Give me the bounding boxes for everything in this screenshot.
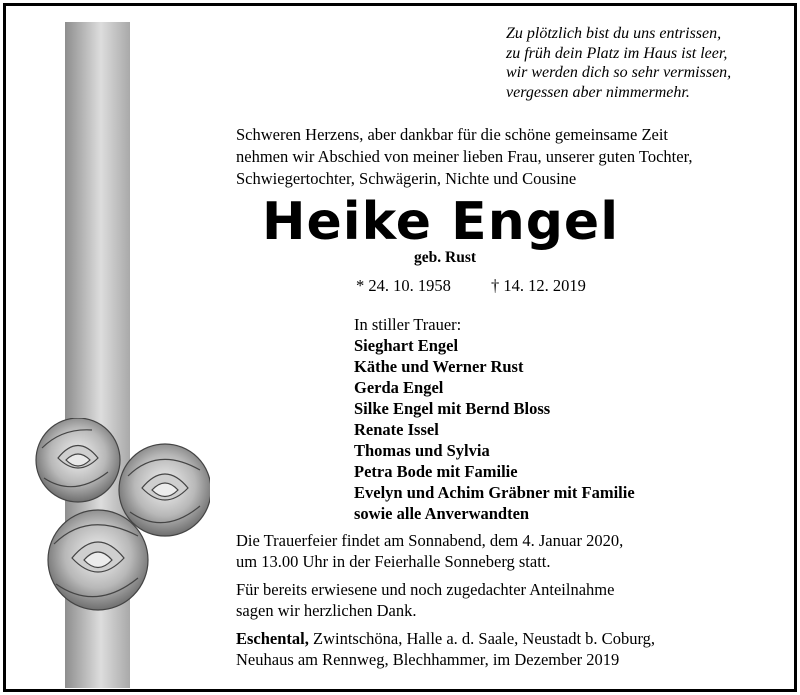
mourner-name: sowie alle Anverwandten <box>354 504 530 523</box>
life-dates <box>356 276 586 296</box>
mourner-name: Käthe und Werner Rust <box>354 357 524 376</box>
mourner-name: Thomas und Sylvia <box>354 441 490 460</box>
deceased-name: Heike Engel <box>262 192 620 252</box>
thanks-line: Für bereits erwiesene und noch zugedachter Anteilnahme <box>236 580 615 599</box>
place-rest: Zwintschöna, Halle a. d. Saale, Neustadt b. Coburg, <box>308 629 656 648</box>
intro-line: Schweren Herzens, aber dankbar für die schöne gemeinsame Zeit <box>236 125 669 144</box>
funeral-line: um 13.00 Uhr in der Feierhalle Sonneberg statt. <box>236 552 551 571</box>
mourner-name: Sieghart Engel <box>354 336 459 355</box>
intro-line: nehmen wir Abschied von meiner lieben Frau, unserer guten Tochter, <box>236 147 693 166</box>
place-bold: Eschental, <box>236 629 309 648</box>
mourner-name: Evelyn und Achim Gräbner mit Familie <box>354 483 635 502</box>
thanks-line: sagen wir herzlichen Dank. <box>236 601 417 620</box>
intro-line: Schwiegertochter, Schwägerin, Nichte und Cousine <box>236 169 577 188</box>
roses-image <box>20 418 210 618</box>
funeral-line: Die Trauerfeier findet am Sonnabend, dem 4. Januar 2020, <box>236 531 624 550</box>
intro-text <box>236 124 766 190</box>
thanks-text <box>236 579 776 621</box>
memorial-poem <box>506 24 776 102</box>
poem-line: zu früh dein Platz im Haus ist leer, <box>506 44 728 62</box>
birth-date: * 24. 10. 1958 <box>356 276 451 295</box>
poem-line: Zu plötzlich bist du uns entrissen, <box>506 25 722 42</box>
mourners-list <box>354 314 774 524</box>
death-date: † 14. 12. 2019 <box>491 276 586 295</box>
mourner-name: Renate Issel <box>354 420 439 439</box>
rose-bottom <box>48 510 148 610</box>
mourning-label: In stiller Trauer: <box>354 315 462 334</box>
birth-name: geb. Rust <box>414 249 477 266</box>
place-line2: Neuhaus am Rennweg, Blechhammer, im Dezember 2019 <box>236 650 620 669</box>
rose-right <box>119 444 210 536</box>
mourner-name: Petra Bode mit Familie <box>354 462 518 481</box>
rose-top-left <box>36 418 120 502</box>
mourner-name: Silke Engel mit Bernd Bloss <box>354 399 551 418</box>
place-and-date <box>236 628 776 670</box>
funeral-info <box>236 530 776 572</box>
poem-line: vergessen aber nimmermehr. <box>506 83 690 101</box>
poem-line: wir werden dich so sehr vermissen, <box>506 64 732 81</box>
closing-text <box>236 530 776 677</box>
mourner-name: Gerda Engel <box>354 378 444 397</box>
